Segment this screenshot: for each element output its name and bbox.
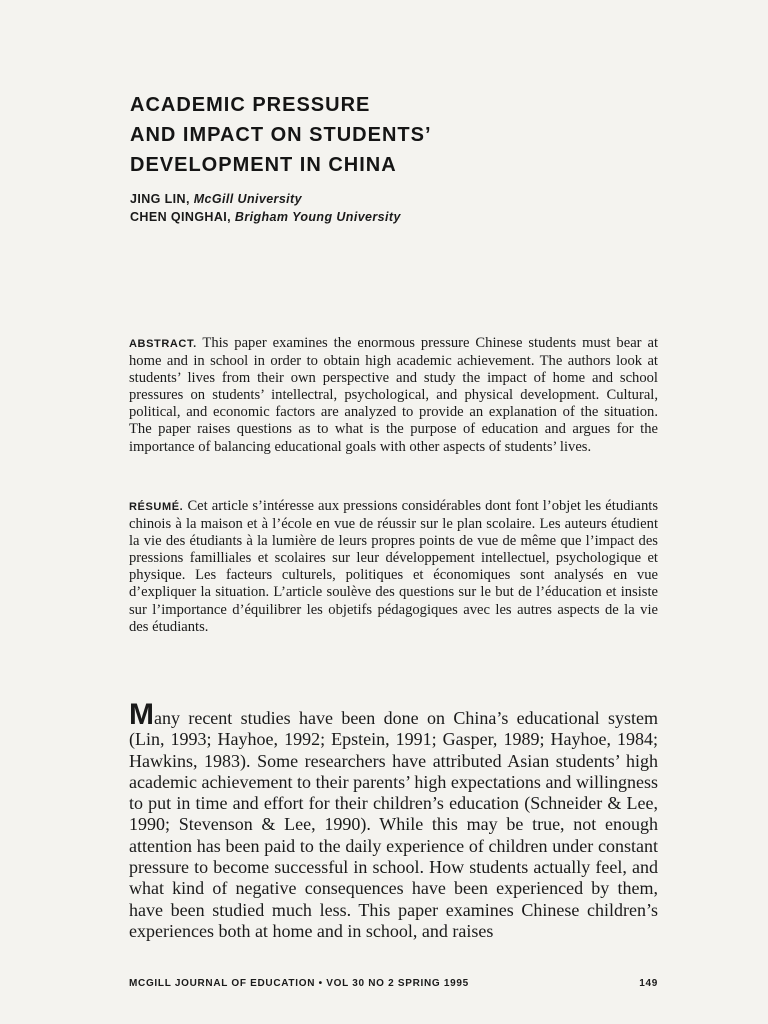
author-1-name: JING LIN, (130, 192, 190, 206)
title-line-3: DEVELOPMENT IN CHINA (130, 154, 397, 176)
title-line-2: AND IMPACT ON STUDENTS’ (130, 124, 432, 146)
title-line-1: ACADEMIC PRESSURE (130, 94, 371, 116)
page-footer (129, 978, 658, 989)
drop-cap: M (129, 698, 154, 731)
author-1-affiliation: McGill University (193, 192, 302, 206)
body-paragraph (129, 698, 658, 942)
author-2-affiliation: Brigham Young University (234, 210, 401, 224)
journal-citation: MCGILL JOURNAL OF EDUCATION • VOL 30 NO 2 SPRING 1995 (129, 978, 469, 989)
author-1 (130, 190, 401, 208)
author-2-name: CHEN QINGHAI, (130, 210, 232, 224)
author-list (130, 190, 401, 226)
abstract (129, 335, 658, 456)
body-text: any recent studies have been done on China’s educational system (Lin, 1993; Hayhoe, 1992; Epstein, 1991; Gasper, 1989; Hayhoe, 1984; Hawkins, 1983). Some researchers have attributed Asian students’ high academic achievement to their parents’ high expectations and willingness to put in time and effort for their children’s education (Schneider & Lee, 1990; Stevenson & Lee, 1990). While this may be true, not enough attention has been paid to the daily experience of children under constant pressure to become successful in school. How students actually feel, and what kind of negative consequences have been experienced by them, have been studied much less. This paper examines Chinese children’s experiences both at home and in school, and raises (129, 708, 658, 941)
author-2 (130, 208, 401, 226)
resume-label: RÉSUMÉ. (129, 501, 184, 513)
abstract-label: ABSTRACT. (129, 338, 197, 350)
page-number: 149 (639, 978, 658, 989)
resume (129, 498, 658, 636)
abstract-text: This paper examines the enormous pressure Chinese students must bear at home and in school in order to obtain high academic achievement. The authors look at students’ lives from their own perspective and study the impact of home and school pressures on students’ intellectral, psychological, and physical development. Cultural, political, and economic factors are analyzed to provide an explanation of the situation. The paper raises questions as to what is the purpose of education and argues for the importance of balancing educational goals with other aspects of students’ lives. (129, 335, 659, 455)
resume-text: Cet article s’intéresse aux pressions considérables dont font l’objet les étudiants chinois à la maison et à l’école en vue de réussir sur le plan scolaire. Les auteurs étudient la vie des étudiants à la lumière de leurs propres points de vue de même que l’impact des pressions familliales et scolaires sur leur développement intellectuel, psychologique et physique. Les facteurs culturels, politiques et économiques sont analysés en vue d’expliquer la situation. L’article soulève des questions sur le but de l’éducation et insiste sur l’importance d’équilibrer les objetifs pédagogiques avec les autres aspects de la vie des étudiants. (129, 498, 658, 635)
article-title (130, 90, 650, 180)
